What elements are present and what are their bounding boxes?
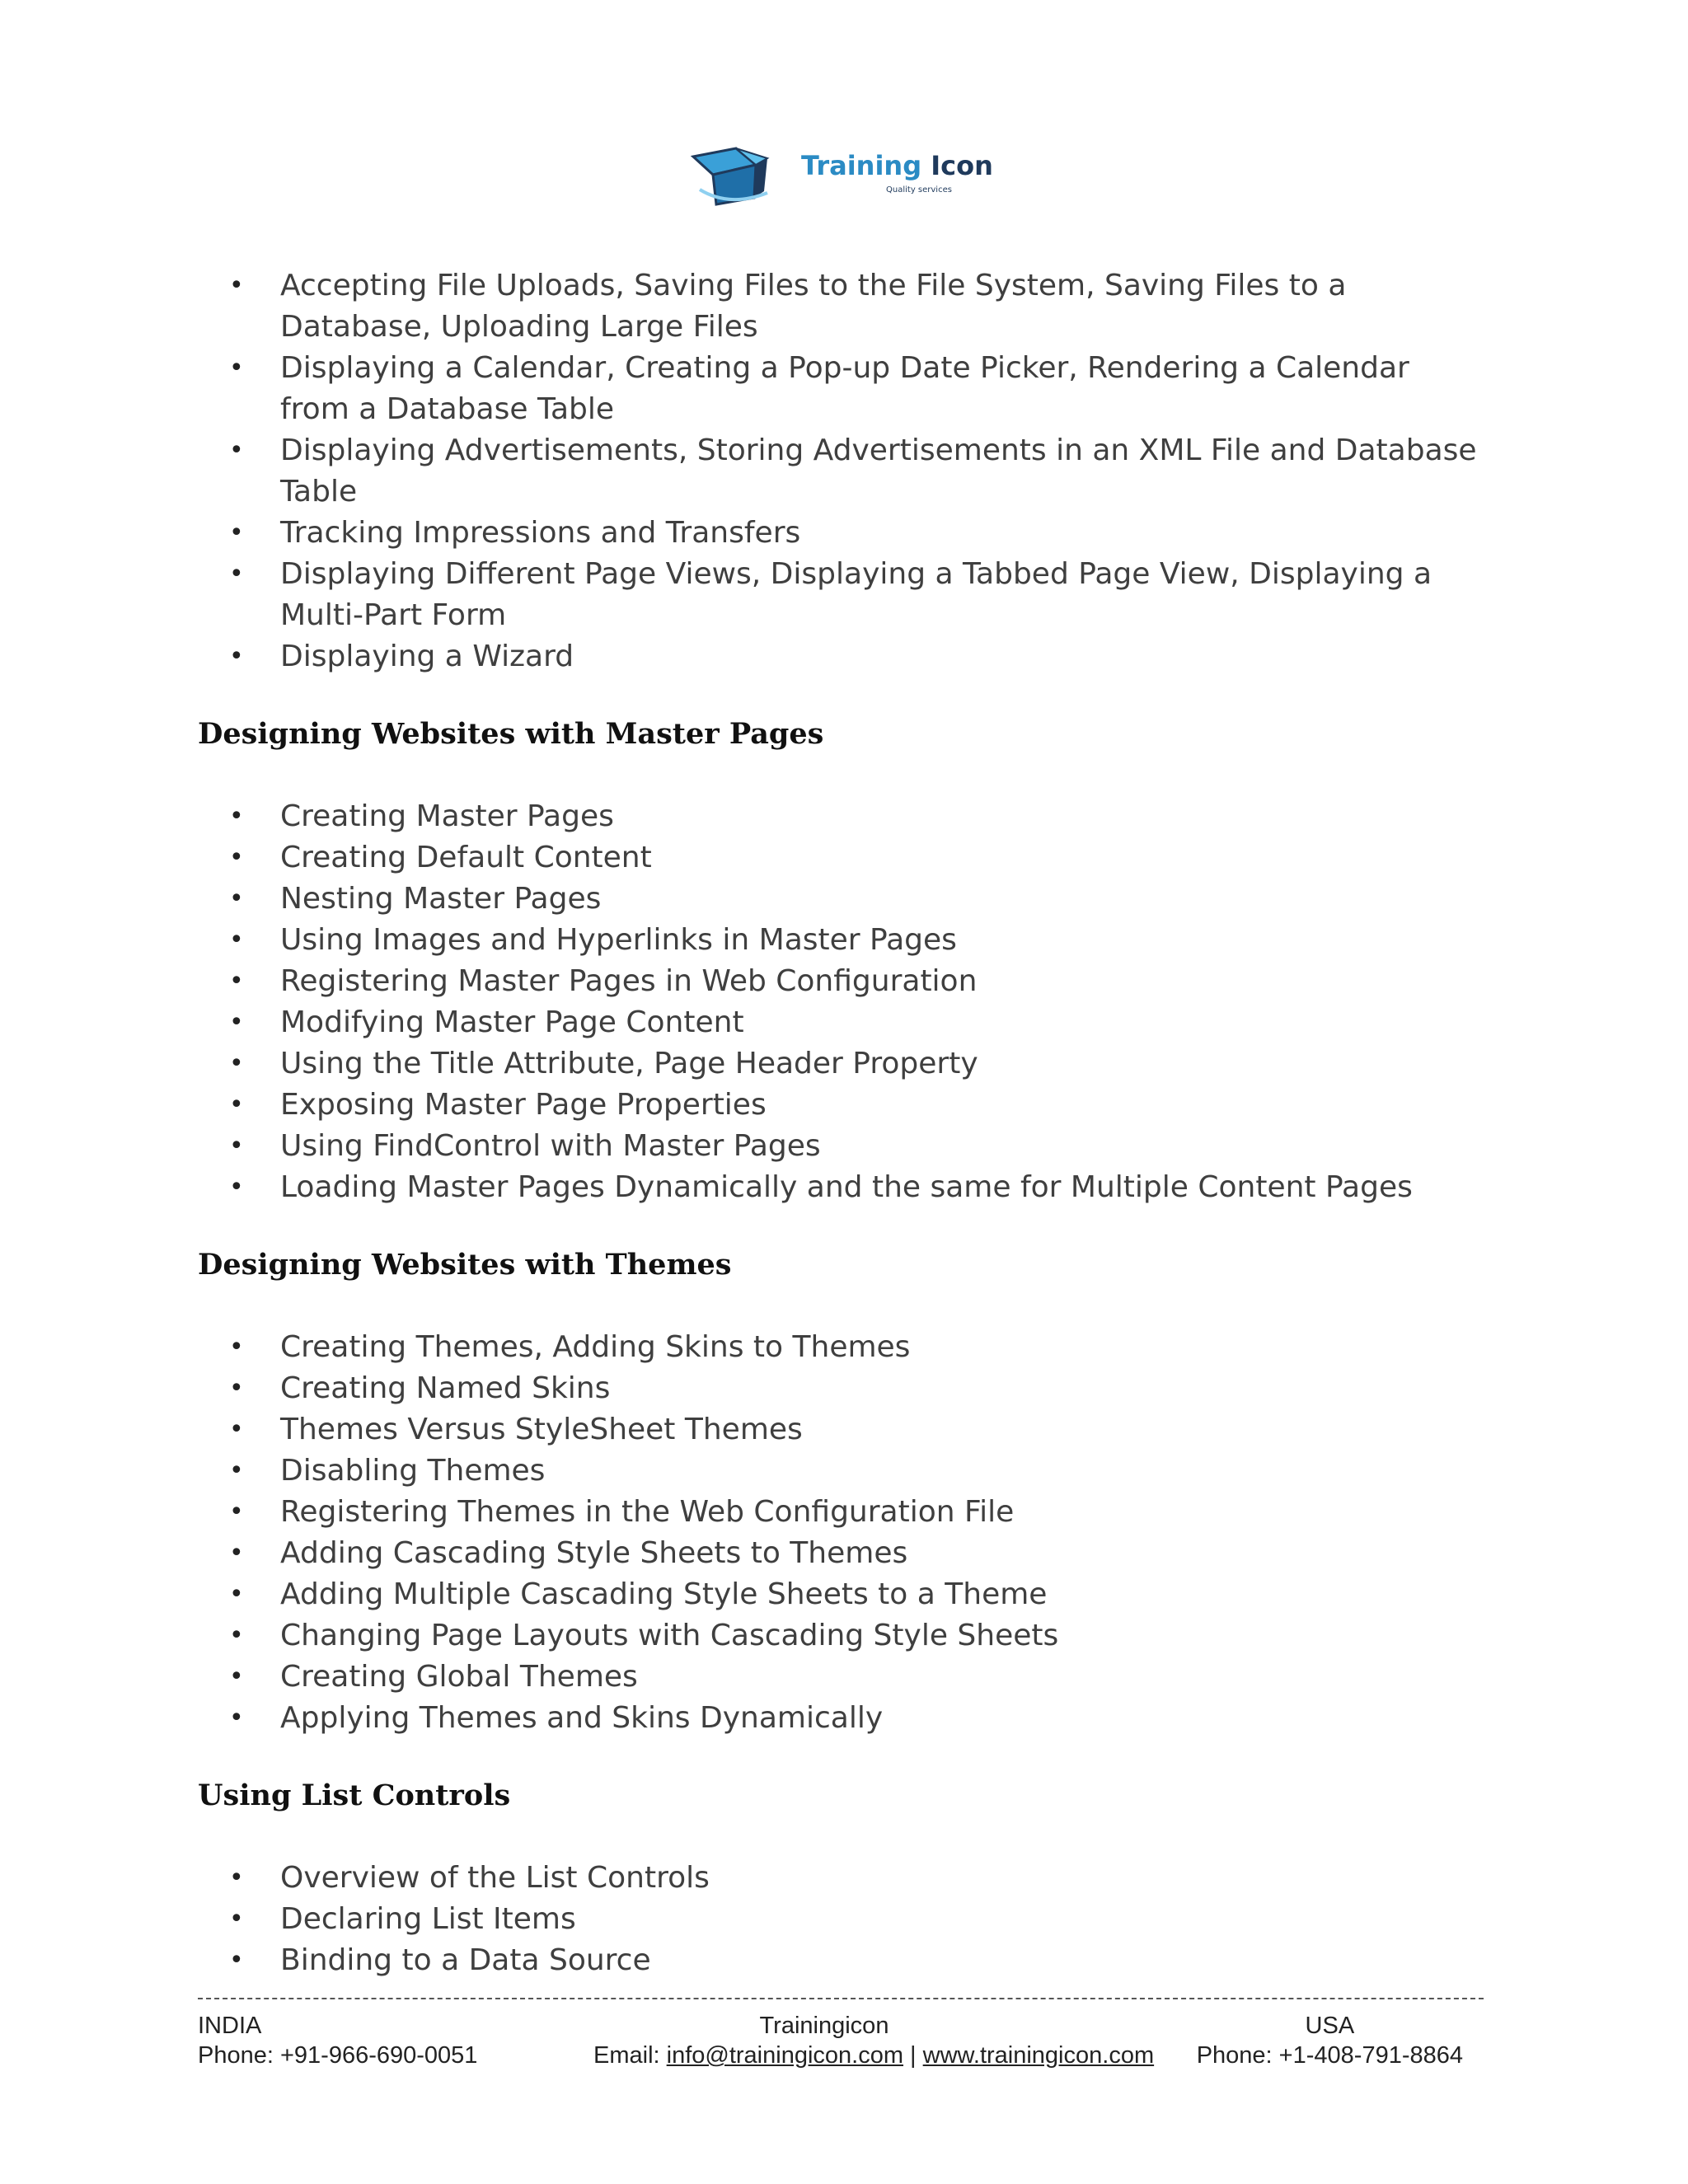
list-item: • Loading Master Pages Dynamically and the same for Multiple Content Pages xyxy=(198,1167,1484,1208)
list-item: • Using the Title Attribute, Page Header Property xyxy=(198,1043,1484,1085)
list-item: • Nesting Master Pages xyxy=(198,879,1484,920)
logo-tagline: Quality services xyxy=(886,185,952,194)
list-item: • Adding Cascading Style Sheets to Themes xyxy=(198,1533,1484,1574)
list-item: • Adding Multiple Cascading Style Sheets to a Theme xyxy=(198,1574,1484,1615)
section-bullet-list xyxy=(198,796,1484,1208)
list-item: • Themes Versus StyleSheet Themes xyxy=(198,1409,1484,1451)
list-item: • Creating Default Content xyxy=(198,837,1484,879)
list-item: • Displaying a Calendar, Creating a Pop-up Date Picker, Rendering a Calendar from a Database Table xyxy=(198,348,1484,430)
footer-usa-phone: Phone: +1-408-791-8864 xyxy=(1196,2042,1463,2069)
list-item: • Registering Themes in the Web Configuration File xyxy=(198,1492,1484,1533)
list-item: • Modifying Master Page Content xyxy=(198,1002,1484,1043)
list-item: • Applying Themes and Skins Dynamically xyxy=(198,1698,1484,1739)
list-item: • Exposing Master Page Properties xyxy=(198,1085,1484,1126)
footer-contact-line xyxy=(593,2041,1155,2070)
list-item: • Creating Named Skins xyxy=(198,1368,1484,1409)
section-bullet-list xyxy=(198,1327,1484,1739)
company-logo xyxy=(688,140,993,208)
footer-usa xyxy=(1197,2011,1463,2070)
list-item: • Registering Master Pages in Web Configuration xyxy=(198,961,1484,1002)
section-heading: Designing Websites with Master Pages xyxy=(198,717,824,751)
footer-divider xyxy=(198,1998,1484,1999)
footer-company-title: Trainingicon xyxy=(759,2013,889,2039)
footer-company xyxy=(593,2011,1155,2070)
footer-usa-title: USA xyxy=(1305,2013,1355,2039)
list-item: • Binding to a Data Source xyxy=(198,1940,1484,1981)
section-bullet-list xyxy=(198,1858,1484,1981)
list-item: • Displaying Different Page Views, Displaying a Tabbed Page View, Displaying a Multi-Part Form xyxy=(198,554,1484,636)
list-item: • Displaying Advertisements, Storing Advertisements in an XML File and Database Table xyxy=(198,430,1484,513)
list-item: • Declaring List Items xyxy=(198,1899,1484,1940)
list-item: • Using Images and Hyperlinks in Master Pages xyxy=(198,920,1484,961)
intro-bullet-list xyxy=(198,265,1484,677)
section-heading: Using List Controls xyxy=(198,1779,511,1812)
footer-india xyxy=(198,2011,477,2070)
footer-email-label: Email: xyxy=(593,2042,667,2069)
logo-word-training: Training xyxy=(801,150,922,181)
list-item: • Changing Page Layouts with Cascading Style Sheets xyxy=(198,1615,1484,1657)
list-item: • Creating Global Themes xyxy=(198,1657,1484,1698)
logo-word-icon: Icon xyxy=(931,150,993,181)
footer-separator: | xyxy=(903,2042,923,2069)
list-item: • Disabling Themes xyxy=(198,1451,1484,1492)
footer-india-phone: Phone: +91-966-690-0051 xyxy=(198,2042,478,2069)
cube-logo-icon xyxy=(688,140,795,208)
footer-website-link[interactable]: www.trainingicon.com xyxy=(922,2042,1155,2069)
list-item: • Overview of the List Controls xyxy=(198,1858,1484,1899)
sections-container xyxy=(198,714,1484,1981)
list-item: • Accepting File Uploads, Saving Files to the File System, Saving Files to a Database, Uploading Large Files xyxy=(198,265,1484,348)
section-heading: Designing Websites with Themes xyxy=(198,1248,732,1282)
list-item: • Tracking Impressions and Transfers xyxy=(198,513,1484,554)
logo-wordmark xyxy=(801,150,993,181)
list-item: • Creating Master Pages xyxy=(198,796,1484,837)
footer-email-link[interactable]: info@trainingicon.com xyxy=(666,2042,903,2069)
list-item: • Displaying a Wizard xyxy=(198,636,1484,677)
list-item: • Creating Themes, Adding Skins to Themes xyxy=(198,1327,1484,1368)
list-item: • Using FindControl with Master Pages xyxy=(198,1126,1484,1167)
footer-india-title: INDIA xyxy=(198,2013,262,2039)
document-body xyxy=(198,265,1484,1981)
